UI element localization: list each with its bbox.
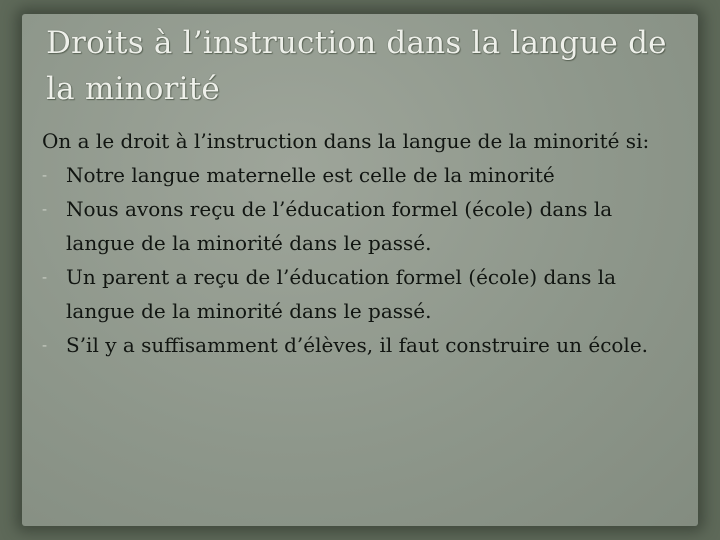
bullet-text: Un parent a reçu de l’éducation formel (école) dans la langue de la minorité dans le passé. (66, 265, 617, 323)
dash-bullet-icon: - (42, 166, 48, 184)
list-item (42, 192, 682, 260)
slide-body (42, 124, 682, 362)
dash-bullet-icon: - (42, 336, 48, 354)
bullet-list (42, 158, 682, 362)
bullet-text: Nous avons reçu de l’éducation formel (école) dans la langue de la minorité dans le passé. (66, 197, 613, 255)
dash-bullet-icon: - (42, 200, 48, 218)
bullet-text: S’il y a suffisamment d’élèves, il faut construire un école. (66, 333, 649, 357)
list-item (42, 158, 682, 192)
list-item (42, 328, 682, 362)
dash-bullet-icon: - (42, 268, 48, 286)
intro-text: On a le droit à l’instruction dans la langue de la minorité si: (42, 129, 650, 153)
bullet-text: Notre langue maternelle est celle de la minorité (66, 163, 555, 187)
slide-title: Droits à l’instruction dans la langue de la minorité (46, 25, 667, 107)
list-item (42, 260, 682, 328)
